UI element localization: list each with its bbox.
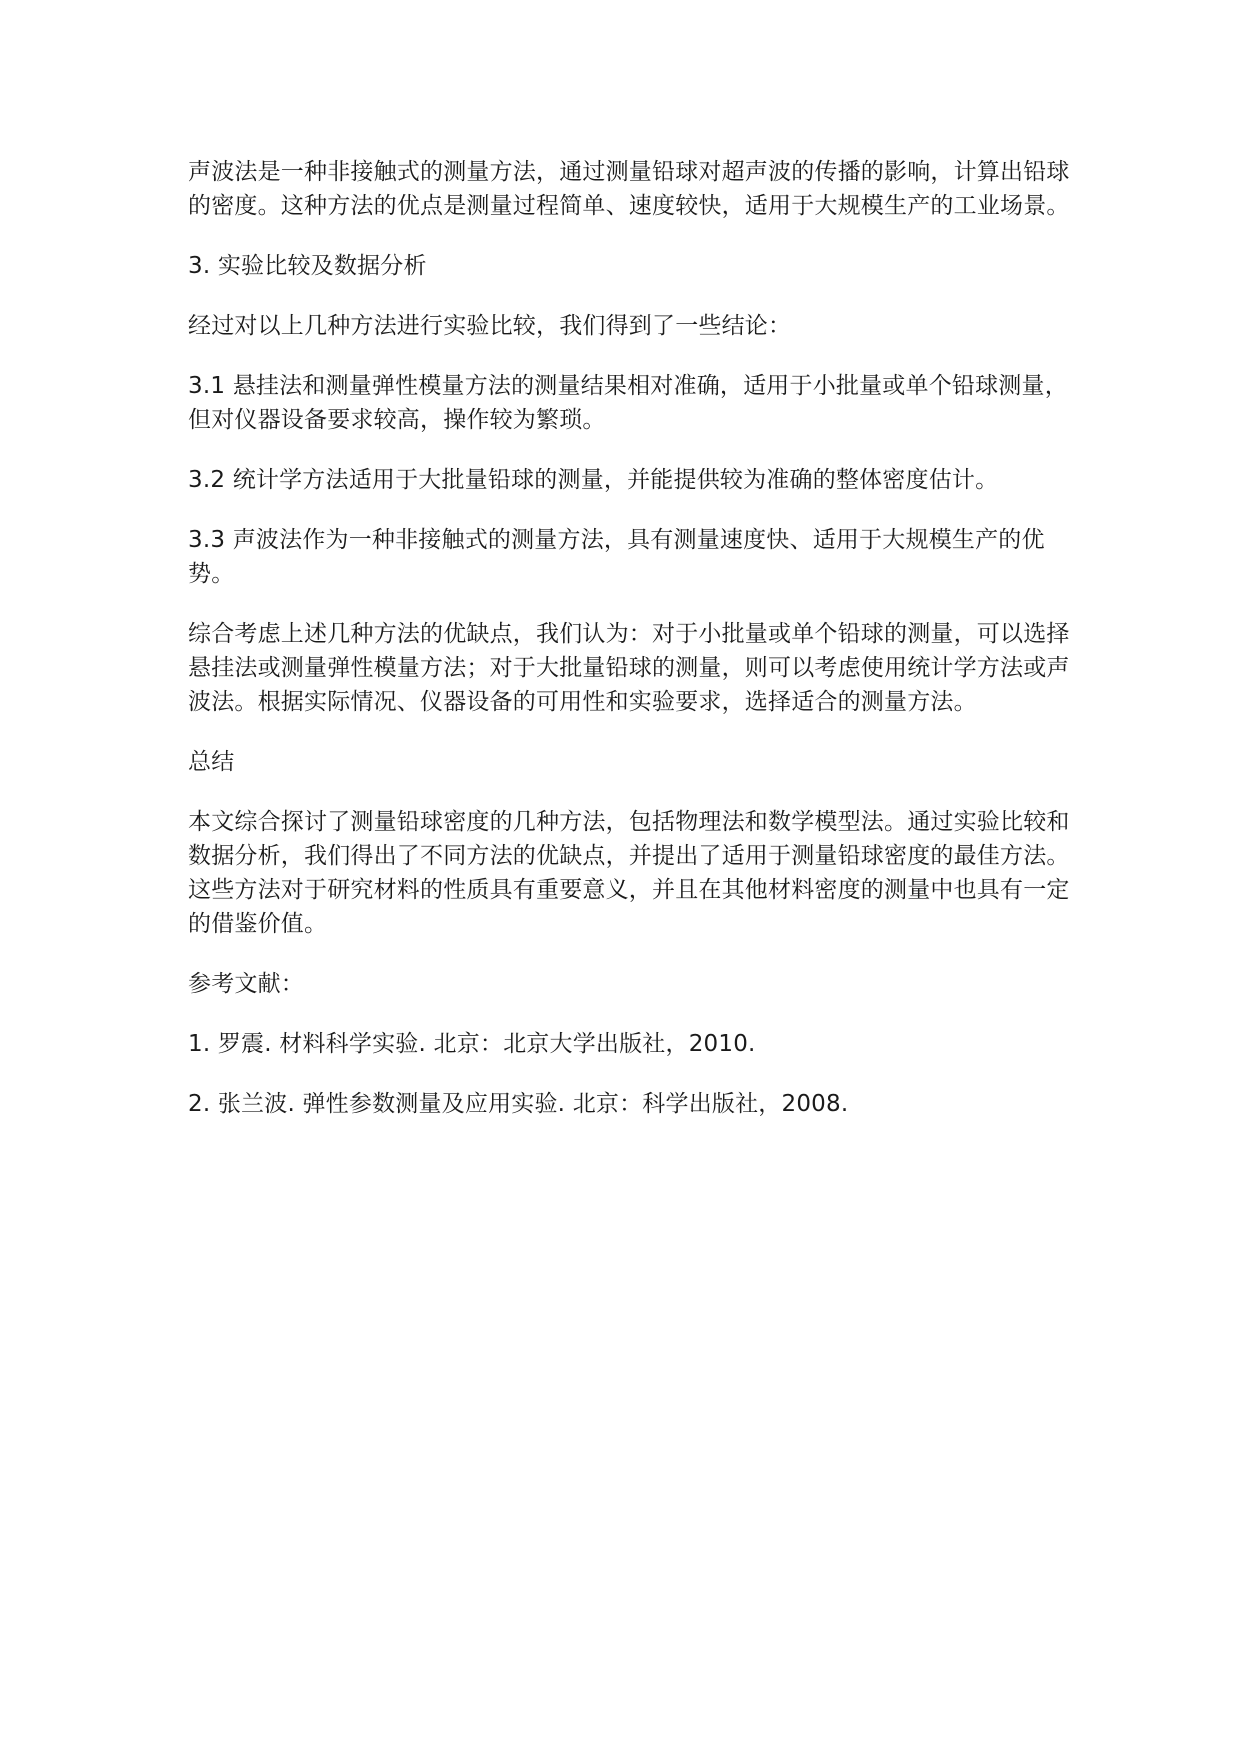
paragraph-acoustic-method: 声波法是一种非接触式的测量方法，通过测量铅球对超声波的传播的影响，计算出铅球的密度。这种方法的优点是测量过程简单、速度较快，适用于大规模生产的工业场景。: [188, 159, 1070, 219]
reference-item: 1. 罗震. 材料科学实验. 北京：北京大学出版社，2010.: [188, 1031, 756, 1057]
document-body: [188, 155, 1088, 1147]
section-heading-summary: 总结: [188, 749, 235, 775]
reference-item: 2. 张兰波. 弹性参数测量及应用实验. 北京：科学出版社，2008.: [188, 1091, 849, 1117]
paragraph-conclusion-3-2: 3.2 统计学方法适用于大批量铅球的测量，并能提供较为准确的整体密度估计。: [188, 467, 999, 493]
paragraph-overall-assessment: 综合考虑上述几种方法的优缺点，我们认为：对于小批量或单个铅球的测量，可以选择悬挂法或测量弹性模量方法；对于大批量铅球的测量，则可以考虑使用统计学方法或声波法。根据实际情况、仪器设备的可用性和实验要求，选择适合的测量方法。: [188, 621, 1070, 715]
paragraph-summary: 本文综合探讨了测量铅球密度的几种方法，包括物理法和数学模型法。通过实验比较和数据分析，我们得出了不同方法的优缺点，并提出了适用于测量铅球密度的最佳方法。这些方法对于研究材料的性质具有重要意义，并且在其他材料密度的测量中也具有一定的借鉴价值。: [188, 809, 1070, 937]
section-heading-references: 参考文献：: [188, 971, 304, 997]
section-heading-experiment-comparison: 3. 实验比较及数据分析: [188, 253, 427, 279]
paragraph-conclusion-3-1: 3.1 悬挂法和测量弹性模量方法的测量结果相对准确，适用于小批量或单个铅球测量，但对仪器设备要求较高，操作较为繁琐。: [188, 373, 1068, 433]
paragraph-conclusion-3-3: 3.3 声波法作为一种非接触式的测量方法，具有测量速度快、适用于大规模生产的优势。: [188, 527, 1045, 587]
paragraph-conclusion-intro: 经过对以上几种方法进行实验比较，我们得到了一些结论：: [188, 313, 792, 339]
